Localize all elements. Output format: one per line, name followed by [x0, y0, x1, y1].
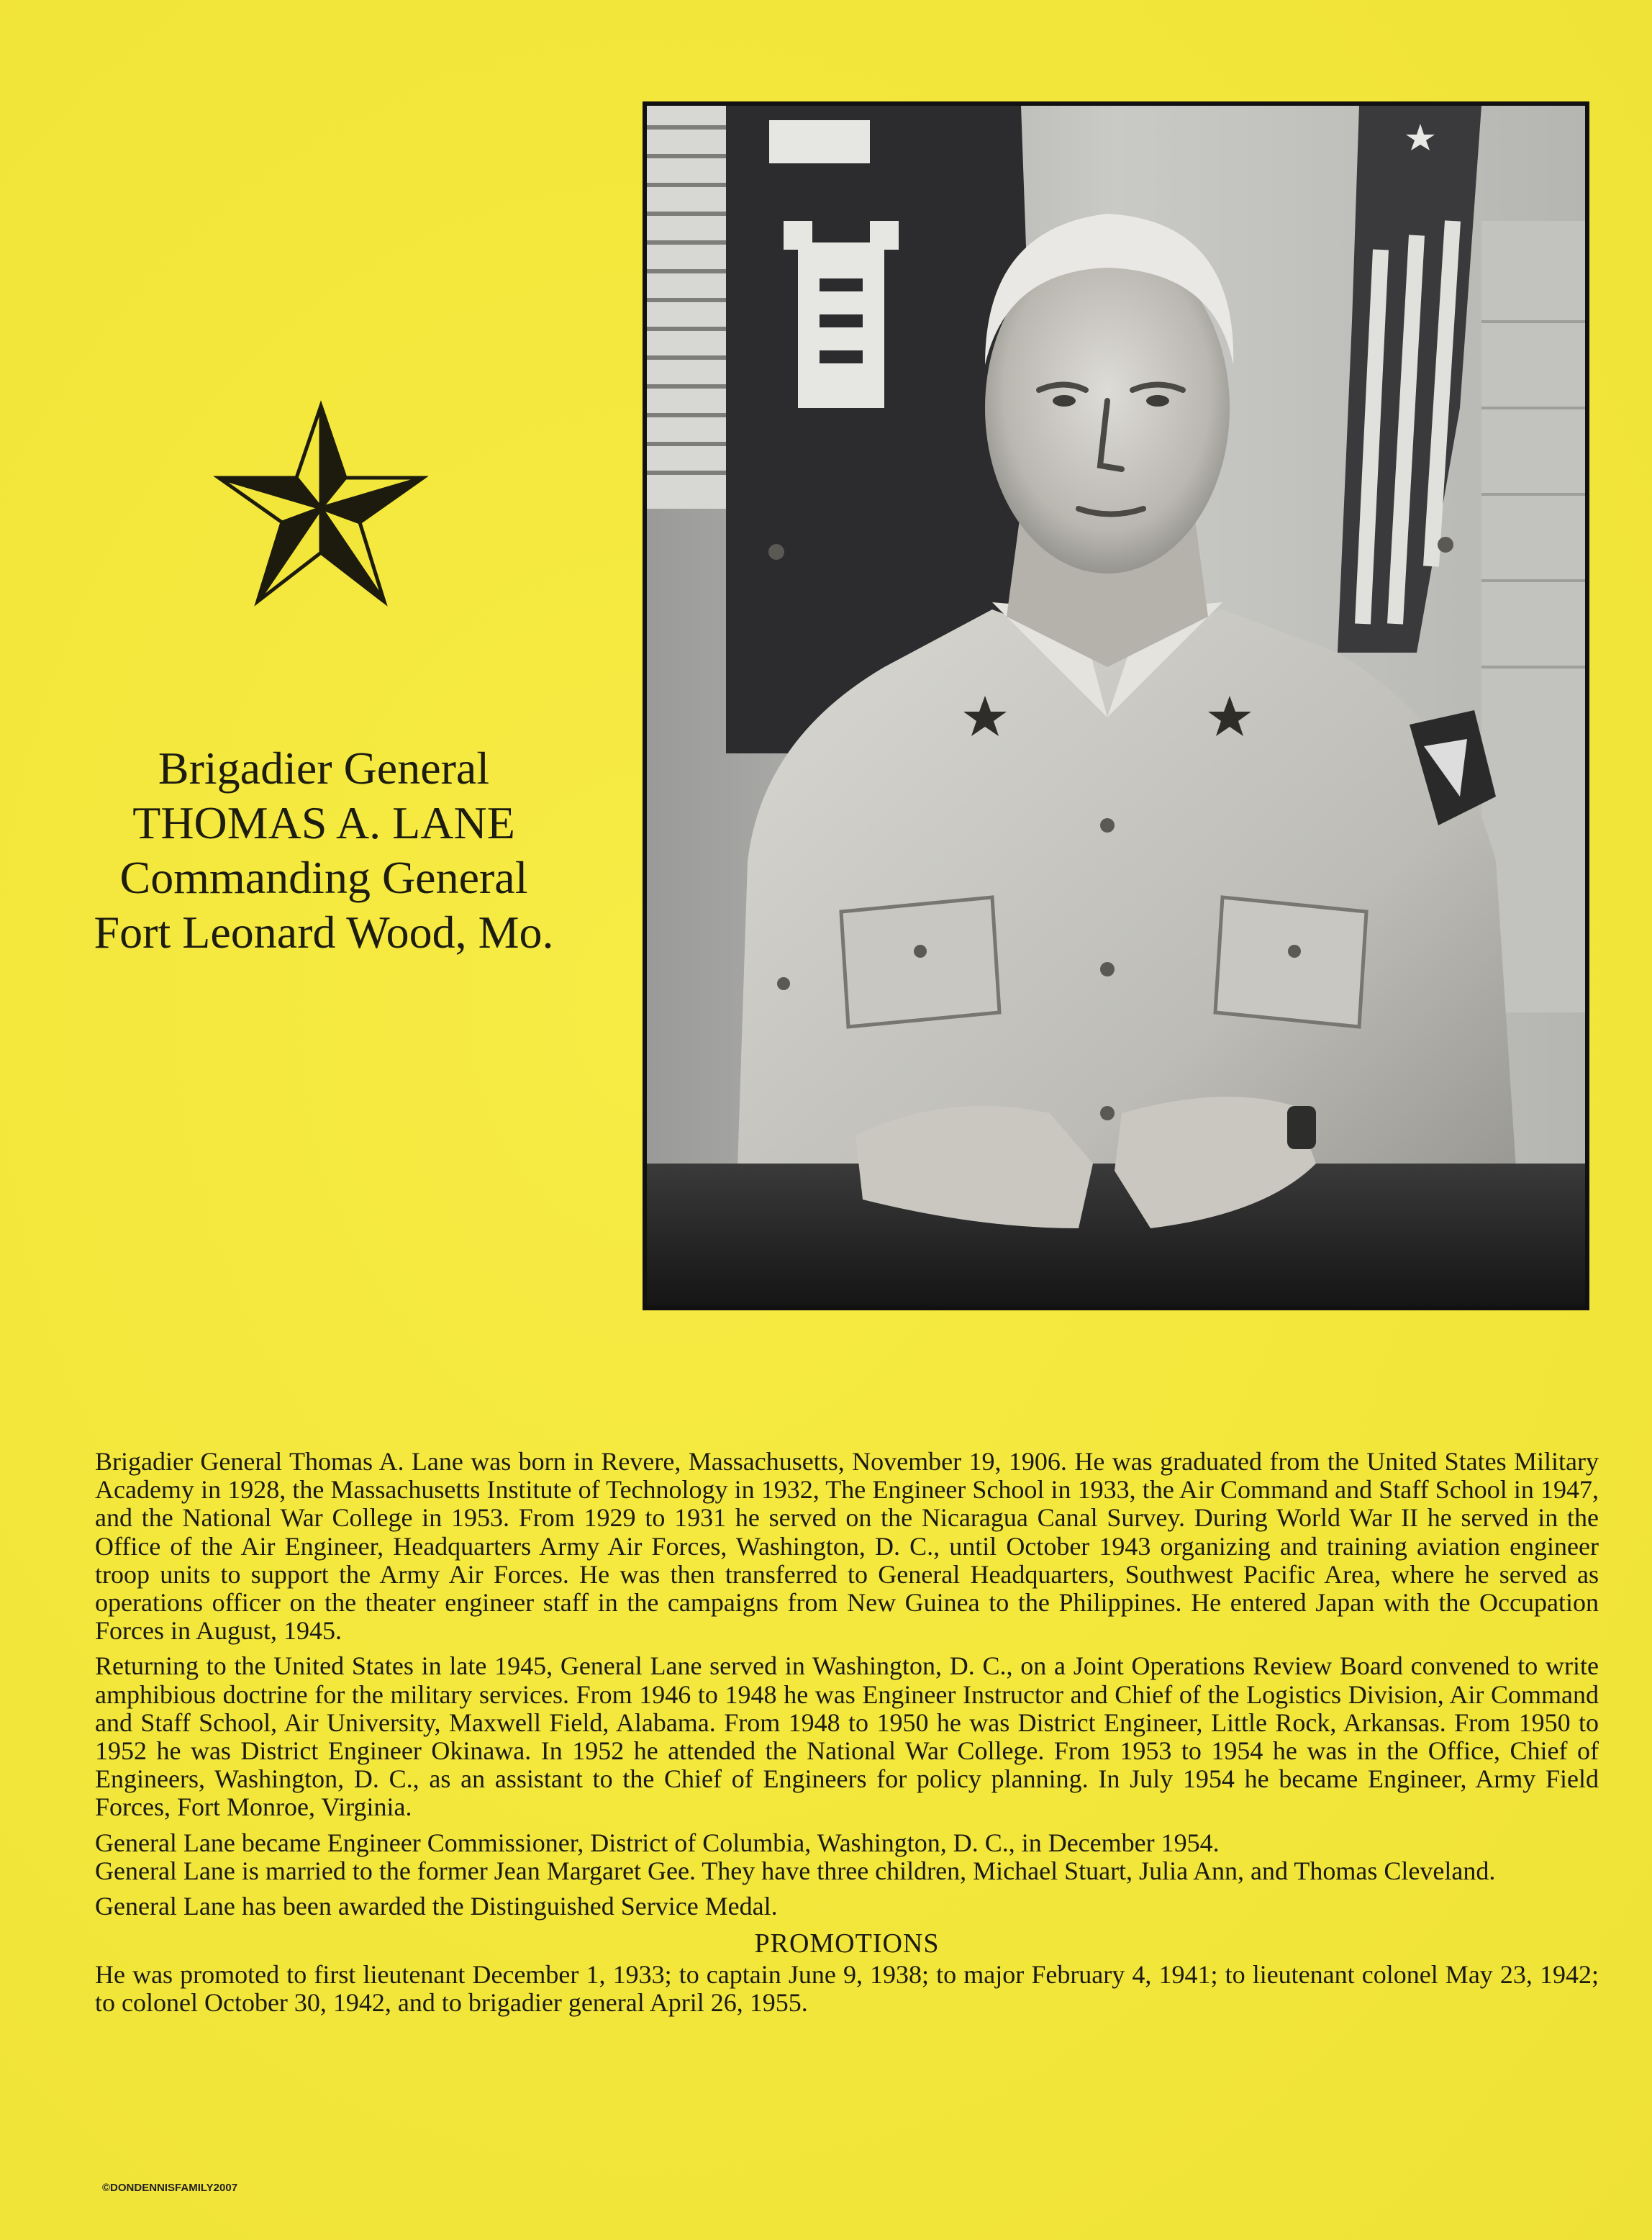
promotions-heading: PROMOTIONS — [754, 1928, 940, 1959]
biography — [95, 1448, 1599, 2018]
bio-paragraph: Returning to the United States in late 1945, General Lane served in Washington, D. C., on a Joint Operations Review Board convened to write amphibious doctrine for the military services. From 1946 to 1948 he was Engineer Instructor and Chief of the Logistics Division, Air Command and Staff School, Air University, Maxwell Field, Alabama. From 1948 to 1950 he was District Engineer, Little Rock, Arkansas. From 1950 to 1952 he was District Engineer Okinawa. In 1952 he attended the National War College. From 1953 to 1954 he was in the Office, Chief of Engineers, Washington, D. C., as an assistant to the Chief of Engineers for policy planning. In July 1954 he became Engineer, Army Field Forces, Fort Monroe, Virginia. — [95, 1651, 1599, 1822]
bio-paragraph: General Lane has been awarded the Distinguished Service Medal. — [95, 1892, 778, 1921]
name-heading: THOMAS A. LANE — [132, 797, 515, 848]
bio-paragraph: Brigadier General Thomas A. Lane was born in Revere, Massachusetts, November 19, 1906. He was graduated from the United States Military Academy in 1928, the Massachusetts Institute of Technology in 1932, The Engineer School in 1933, the Air Command and Staff School in 1947, and the National War College in 1953. From 1929 to 1931 he served on the Nicaragua Canal Survey. During World War II he served in the Office of the Air Engineer, Headquarters Army Air Forces, Washington, D. C., until October 1943 organizing and training aviation engineer troop units to support the Army Air Forces. He was then transferred to General Headquarters, Southwest Pacific Area, where he served as operations officer on the theater engineer staff in the campaigns from New Guinea to the Philippines. He entered Japan with the Occupation Forces in August, 1945. — [95, 1447, 1599, 1646]
position-heading: Commanding General — [119, 852, 528, 903]
bio-paragraph: General Lane became Engineer Commissioner, District of Columbia, Washington, D. C., in December 1954. — [95, 1828, 1220, 1857]
portrait-photo — [643, 101, 1589, 1310]
rank-heading: Brigadier General — [158, 743, 490, 794]
location-heading: Fort Leonard Wood, Mo. — [94, 907, 554, 958]
promotions-text: He was promoted to first lieutenant December 1, 1933; to captain June 9, 1938; to major February 4, 1941; to lieutenant colonel May 23, 1942; to colonel October 30, 1942, and to brigadier general April 26, 1955. — [95, 1960, 1599, 2018]
title-block — [43, 741, 604, 960]
star-icon — [213, 400, 429, 609]
copyright-notice: ©DONDENNISFAMILY2007 — [102, 2182, 238, 2194]
bio-paragraph: General Lane is married to the former Jean Margaret Gee. They have three children, Michael Stuart, Julia Ann, and Thomas Cleveland. — [95, 1856, 1496, 1885]
